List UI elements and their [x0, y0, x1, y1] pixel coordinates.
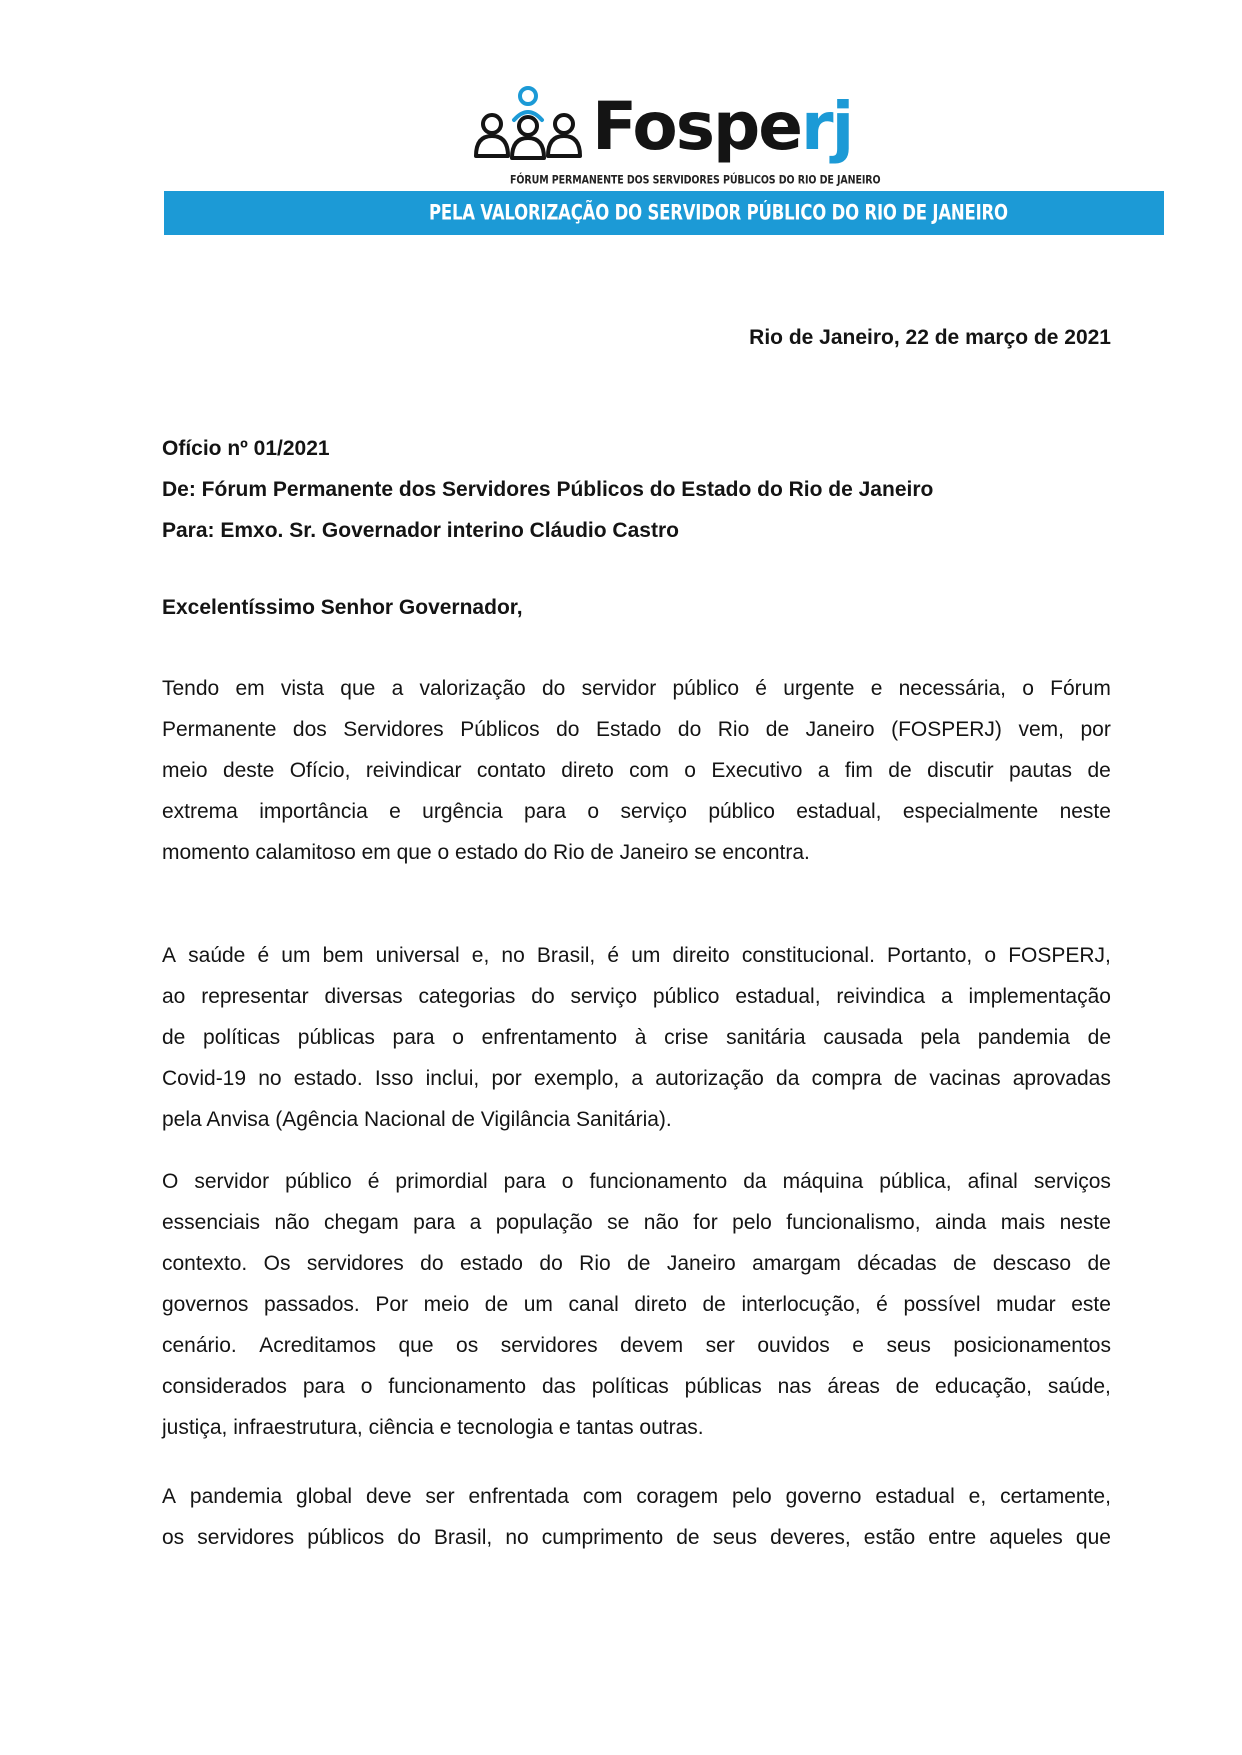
- logo-word-dark: Fospe: [592, 88, 802, 165]
- logo-subtitle: FÓRUM PERMANENTE DOS SERVIDORES PÚBLICOS DO RIO DE JANEIRO: [510, 173, 881, 187]
- paragraph-line: pela Anvisa (Agência Nacional de Vigilância Sanitária).: [162, 1108, 672, 1131]
- paragraph-line: justiça, infraestrutura, ciência e tecnologia e tantas outras.: [162, 1416, 704, 1439]
- paragraph-1: [162, 668, 1111, 873]
- paragraph-line: cenário. Acreditamos que os servidores devem ser ouvidos e seus posicionamentos: [162, 1334, 1111, 1357]
- paragraph-line: Tendo em vista que a valorização do servidor público é urgente e necessária, o Fórum: [162, 677, 1111, 700]
- letter-date: Rio de Janeiro, 22 de março de 2021: [749, 326, 1111, 349]
- paragraph-line: os servidores públicos do Brasil, no cumprimento de seus deveres, estão entre aqueles que: [162, 1526, 1111, 1549]
- paragraph-line: momento calamitoso em que o estado do Rio de Janeiro se encontra.: [162, 841, 810, 864]
- logo-word-blue: rj: [801, 88, 853, 165]
- letter-header: [162, 428, 1112, 551]
- paragraph-line: considerados para o funcionamento das políticas públicas nas áreas de educação, saúde,: [162, 1375, 1111, 1398]
- slogan-banner-text: PELA VALORIZAÇÃO DO SERVIDOR PÚBLICO DO RIO DE JANEIRO: [429, 200, 1008, 225]
- brand-logo-wordmark: [592, 82, 852, 172]
- letter-reference: Ofício nº 01/2021: [162, 437, 330, 460]
- paragraph-line: essenciais não chegam para a população se não for pelo funcionalismo, ainda mais neste: [162, 1211, 1111, 1234]
- paragraph-line: A pandemia global deve ser enfrentada com coragem pelo governo estadual e, certamente,: [162, 1485, 1111, 1508]
- paragraph-line: governos passados. Por meio de um canal direto de interlocução, é possível mudar este: [162, 1293, 1111, 1316]
- paragraph-3: [162, 1161, 1111, 1448]
- letter-to: Para: Emxo. Sr. Governador interino Cláudio Castro: [162, 519, 679, 542]
- paragraph-4: [162, 1476, 1111, 1558]
- letterhead: [0, 0, 1242, 240]
- people-group-icon: [472, 86, 584, 160]
- slogan-banner: [164, 191, 1164, 235]
- paragraph-line: A saúde é um bem universal e, no Brasil, é um direito constitucional. Portanto, o FOSPERJ,: [162, 944, 1111, 967]
- paragraph-line: ao representar diversas categorias do serviço público estadual, reivindica a implementação: [162, 985, 1111, 1008]
- paragraph-line: contexto. Os servidores do estado do Rio de Janeiro amargam décadas de descaso de: [162, 1252, 1111, 1275]
- paragraph-line: extrema importância e urgência para o serviço público estadual, especialmente neste: [162, 800, 1111, 823]
- letter-salutation: Excelentíssimo Senhor Governador,: [162, 596, 523, 619]
- letter-from: De: Fórum Permanente dos Servidores Públicos do Estado do Rio de Janeiro: [162, 478, 934, 501]
- paragraph-line: de políticas públicas para o enfrentamento à crise sanitária causada pela pandemia de: [162, 1026, 1111, 1049]
- paragraph-line: Covid-19 no estado. Isso inclui, por exemplo, a autorização da compra de vacinas aprovadas: [162, 1067, 1111, 1090]
- paragraph-line: Permanente dos Servidores Públicos do Estado do Rio de Janeiro (FOSPERJ) vem, por: [162, 718, 1111, 741]
- paragraph-line: O servidor público é primordial para o funcionamento da máquina pública, afinal serviços: [162, 1170, 1111, 1193]
- paragraph-2: [162, 935, 1111, 1140]
- paragraph-line: meio deste Ofício, reivindicar contato direto com o Executivo a fim de discutir pautas de: [162, 759, 1111, 782]
